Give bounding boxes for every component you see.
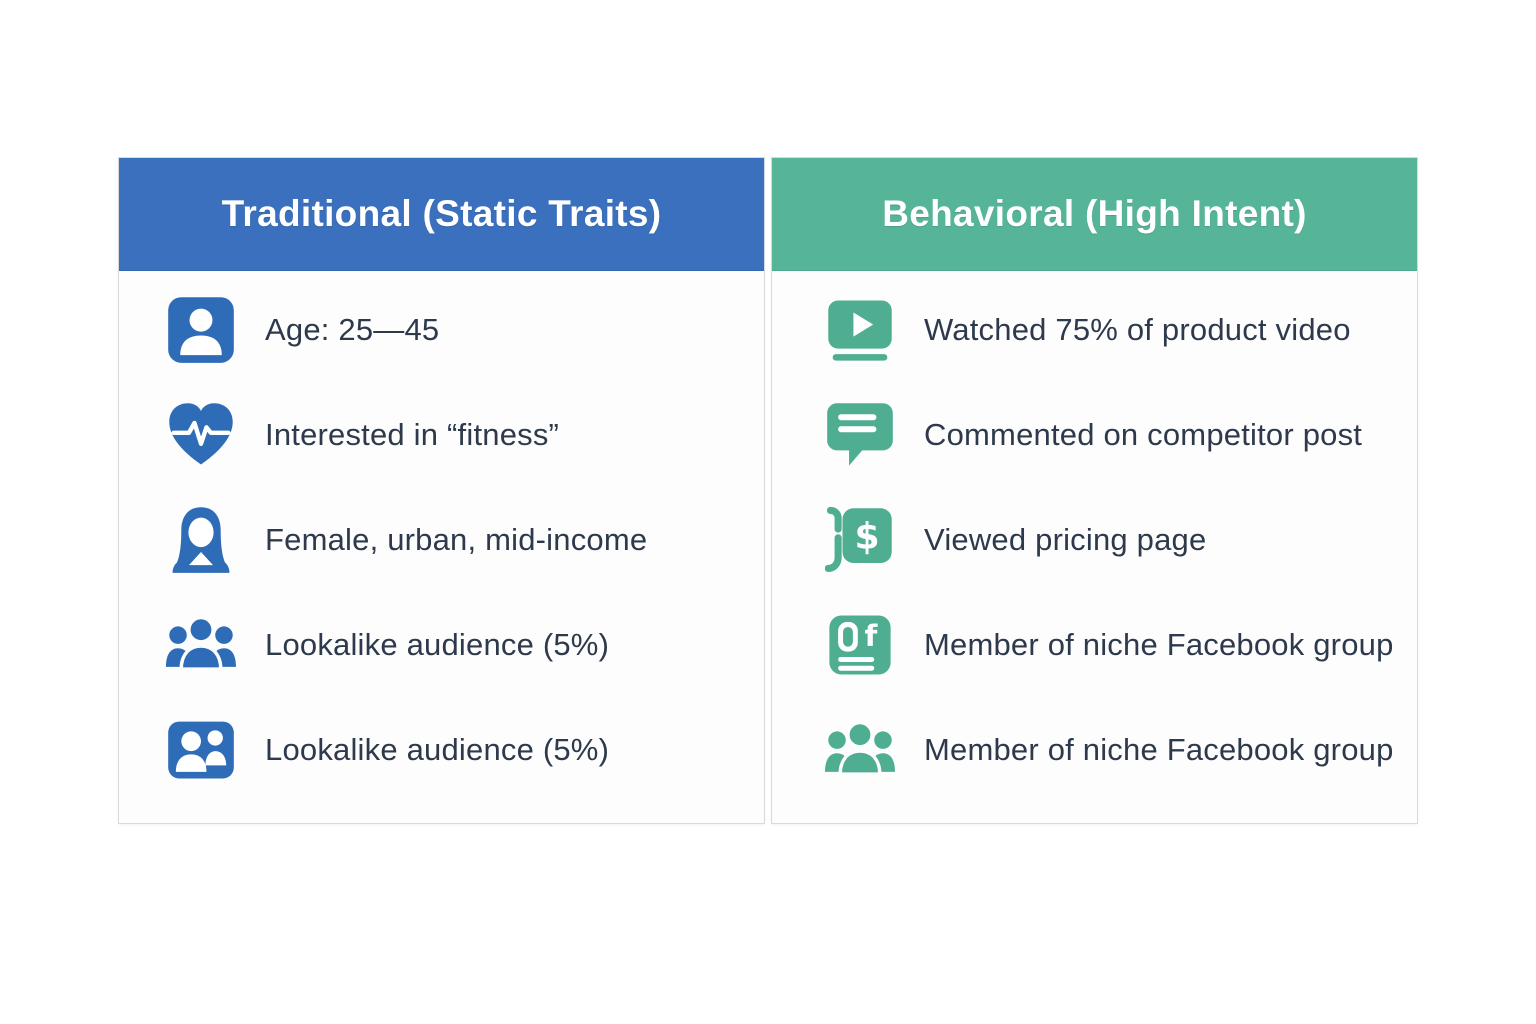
facebook-group-card-icon [818, 610, 902, 680]
row-label: Lookalike audience (5%) [265, 626, 610, 662]
people-group-icon [159, 610, 243, 680]
list-item [772, 487, 1417, 592]
comment-icon [818, 400, 902, 470]
row-label: Viewed pricing page [924, 521, 1207, 557]
list-item [119, 487, 764, 592]
panel-traditional [118, 157, 765, 824]
list-item [119, 697, 764, 802]
svg-text:$: $ [854, 515, 880, 558]
row-label: Watched 75% of product video [924, 311, 1351, 347]
video-play-icon [818, 295, 902, 365]
row-label: Lookalike audience (5%) [265, 731, 610, 767]
row-label: Member of niche Facebook group [924, 731, 1394, 767]
row-label: Commented on competitor post [924, 416, 1363, 452]
row-label: Age: 25—45 [265, 311, 440, 347]
row-label: Member of niche Facebook group [924, 626, 1394, 662]
panel-traditional-rows [119, 271, 764, 802]
female-user-icon [159, 505, 243, 575]
user-badge-icon [159, 295, 243, 365]
svg-text:f: f [864, 618, 878, 653]
pricing-scroll-icon [818, 505, 902, 575]
row-label: Interested in “fitness” [265, 416, 560, 452]
panel-behavioral [771, 157, 1418, 824]
panel-traditional-header: Traditional (Static Traits) [119, 158, 764, 271]
two-users-card-icon [159, 715, 243, 785]
list-item [772, 697, 1417, 802]
panel-behavioral-rows [772, 271, 1417, 802]
list-item [119, 277, 764, 382]
panel-behavioral-header: Behavioral (High Intent) [772, 158, 1417, 271]
list-item [772, 382, 1417, 487]
list-item [119, 592, 764, 697]
list-item [119, 382, 764, 487]
list-item [772, 592, 1417, 697]
heart-pulse-icon [159, 400, 243, 470]
row-label: Female, urban, mid-income [265, 521, 648, 557]
list-item [772, 277, 1417, 382]
people-group-icon [818, 715, 902, 785]
